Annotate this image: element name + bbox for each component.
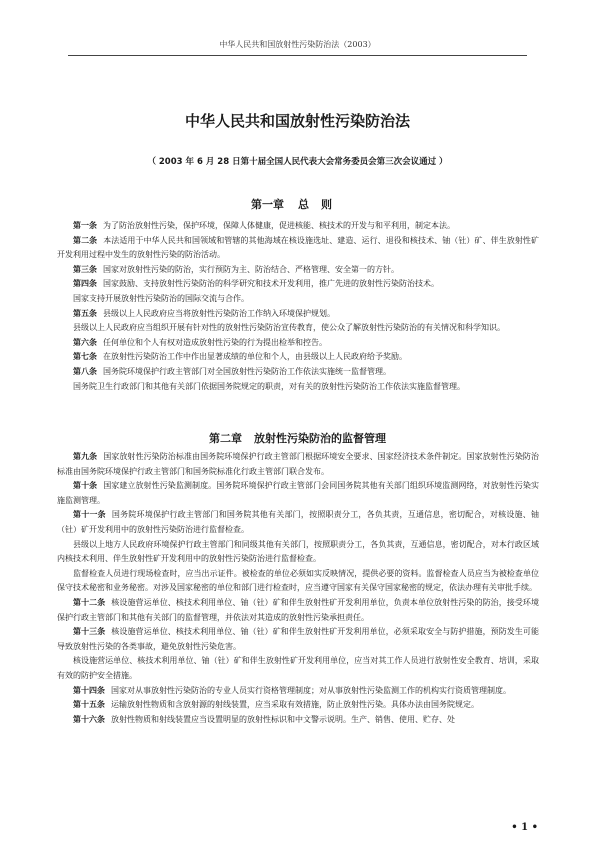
- article-paragraph: [57, 538, 539, 567]
- article-number: 第七条: [73, 352, 97, 362]
- chapter-2-body: [57, 450, 539, 727]
- article-number: 第六条: [73, 337, 97, 347]
- article-text: 县级以上人民政府应当组织开展有针对性的放射性污染防治宣传教育，使公众了解放射性污染防治的有关情况和科学知识。: [73, 323, 505, 333]
- article-paragraph: [57, 698, 539, 713]
- chapter-1-number: 第一章: [251, 198, 284, 211]
- article-paragraph: [57, 277, 539, 292]
- article-number: 第二条: [73, 235, 98, 245]
- article-number: 第十四条: [73, 685, 105, 695]
- document-title: 中华人民共和国放射性污染防治法: [184, 112, 410, 130]
- article-paragraph: [57, 479, 539, 508]
- article-number: 第十一条: [73, 510, 106, 520]
- article-paragraph: [57, 380, 539, 395]
- article-paragraph: [57, 263, 539, 278]
- article-text: 为了防治放射性污染，保护环境，保障人体健康，促进核能、核技术的开发与和平利用，制定本法。: [103, 221, 455, 230]
- article-text: 国家对从事放射性污染防治的专业人员实行资格管理制度；对从事放射性污染监测工作的机构实行资质管理制度。: [111, 685, 511, 695]
- article-text: 县级以上人民政府应当将放射性污染防治工作纳入环境保护规划。: [103, 308, 335, 318]
- article-text: 监督检查人员进行现场检查时，应当出示证件。被检查的单位必须如实反映情况，提供必要的资料。监督检查人员应当为被检查单位保守技术秘密和业务秘密。对涉及国家秘密的单位和部门进行检查时，应当遵守国家有关保守国家秘密的规定，依法办理有关审批手续。: [57, 568, 539, 593]
- article-paragraph: [57, 713, 539, 728]
- chapter-1-body: [57, 219, 539, 394]
- article-paragraph: [57, 625, 539, 654]
- article-number: 第十六条: [73, 714, 105, 724]
- article-paragraph: [57, 307, 539, 322]
- article-number: 第十二条: [73, 597, 106, 607]
- article-paragraph: [57, 350, 539, 365]
- article-number: 第十三条: [73, 627, 106, 637]
- article-text: 任何单位和个人有权对造成放射性污染的行为提出检举和控告。: [103, 337, 327, 347]
- chapter-2-heading: [0, 430, 595, 446]
- article-text: 国务院环境保护行政主管部门对全国放射性污染防治工作依法实施统一监督管理。: [103, 366, 391, 376]
- article-paragraph: [57, 508, 539, 537]
- article-text: 国家鼓励、支持放射性污染防治的科学研究和技术开发利用，推广先进的放射性污染防治技术。: [103, 279, 439, 289]
- article-number: 第九条: [73, 452, 98, 461]
- article-paragraph: [57, 654, 539, 683]
- chapter-2-name: 放射性污染防治的监督管理: [254, 432, 386, 445]
- article-paragraph: [57, 292, 539, 307]
- chapter-1-heading: [0, 196, 595, 212]
- article-number: 第十条: [73, 481, 98, 491]
- article-number: 第五条: [73, 308, 97, 318]
- header-rule: [68, 55, 527, 56]
- article-number: 第一条: [73, 221, 97, 230]
- article-text: 核设施营运单位、核技术利用单位、铀（钍）矿和伴生放射性矿开发利用单位，必须采取安全与防护措施，预防发生可能导致放射性污染的各类事故，避免放射性污染危害。: [57, 627, 540, 651]
- chapter-2-number: 第二章: [209, 432, 242, 445]
- running-header: 中华人民共和国放射性污染防治法（2003）: [219, 40, 376, 49]
- article-text: 国家对放射性污染的防治，实行预防为主、防治结合、严格管理、安全第一的方针。: [103, 264, 399, 274]
- article-paragraph: [57, 684, 539, 699]
- article-text: 国务院环境保护行政主管部门和国务院其他有关部门，按照职责分工，各负其责，互通信息，密切配合，对核设施、铀（钍）矿开发利用中的放射性污染防治进行监督检查。: [57, 510, 539, 534]
- article-number: 第八条: [73, 366, 97, 376]
- chapter-1-name: 总则: [298, 198, 344, 211]
- article-text: 核设施营运单位、核技术利用单位、铀（钍）矿和伴生放射性矿开发利用单位，应当对其工作人员进行放射性安全教育、培训，采取有效的防护安全措施。: [57, 656, 539, 680]
- article-paragraph: [57, 450, 539, 479]
- article-text: 国家建立放射性污染监测制度。国务院环境保护行政主管部门会同国务院其他有关部门组织环境监测网络，对放射性污染实施监测管理。: [57, 481, 539, 505]
- article-paragraph: [57, 336, 539, 351]
- page-number: • 1 •: [511, 822, 538, 833]
- article-paragraph: [57, 567, 539, 596]
- article-number: 第三条: [73, 264, 97, 274]
- article-text: 国家放射性污染防治标准由国务院环境保护行政主管部门根据环境安全要求、国家经济技术条件制定。国家放射性污染防治标准由国务院环境保护行政主管部门和国务院标准化行政主管部门联合发布。: [57, 452, 539, 476]
- article-paragraph: [57, 321, 539, 336]
- article-text: 国务院卫生行政部门和其他有关部门依据国务院规定的职责，对有关的放射性污染防治工作依法实施监督管理。: [73, 381, 465, 391]
- document-subtitle: （ 2003 年 6 月 28 日第十届全国人民代表大会常务委员会第三次会议通过 ）: [147, 157, 448, 167]
- article-text: 核设施营运单位、核技术利用单位、铀（钍）矿和伴生放射性矿开发利用单位，负责本单位放射性污染的防治，接受环境保护行政主管部门和其他有关部门的监督管理，并依法对其造成的放射性污染承担责任。: [57, 597, 540, 622]
- article-paragraph: [57, 596, 539, 625]
- article-number: 第十五条: [73, 700, 105, 710]
- article-paragraph: [57, 219, 539, 234]
- article-number: 第四条: [73, 279, 97, 289]
- article-paragraph: [57, 365, 539, 380]
- article-text: 国家支持开展放射性污染防治的国际交流与合作。: [73, 293, 249, 303]
- article-text: 在放射性污染防治工作中作出显著成绩的单位和个人，由县级以上人民政府给予奖励。: [103, 352, 407, 362]
- article-paragraph: [57, 234, 539, 263]
- article-text: 放射性物质和射线装置应当设置明显的放射性标识和中文警示说明。生产、销售、使用、贮存、处: [111, 714, 455, 724]
- article-text: 县级以上地方人民政府环境保护行政主管部门和同级其他有关部门，按照职责分工，各负其责，互通信息，密切配合，对本行政区域内核技术利用、伴生放射性矿开发利用中的放射性污染防治进行监督检查。: [57, 539, 539, 564]
- article-text: 运输放射性物质和含放射源的射线装置，应当采取有效措施，防止放射性污染。具体办法由国务院规定。: [111, 700, 479, 710]
- article-text: 本法适用于中华人民共和国领域和管辖的其他海域在核设施选址、建造、运行、退役和核技术、铀（钍）矿、伴生放射性矿开发利用过程中发生的放射性污染的防治活动。: [57, 235, 539, 260]
